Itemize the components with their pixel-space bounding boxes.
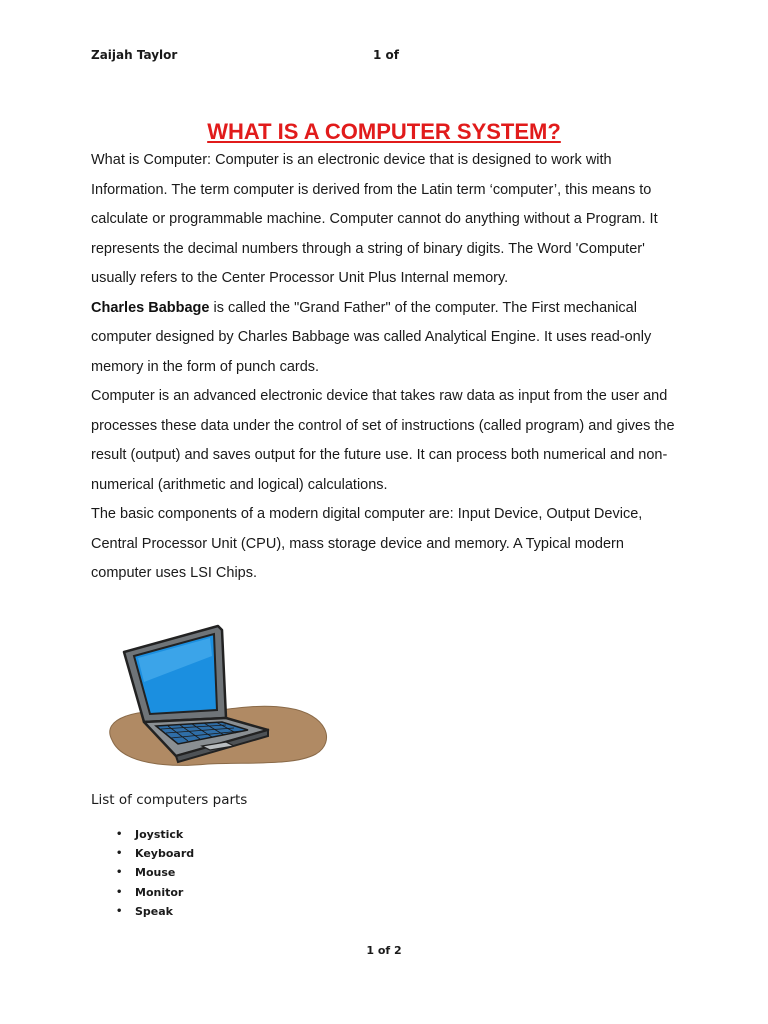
- list-item-label: Monitor: [135, 885, 184, 899]
- babbage-text: is called the "Grand Father" of the computer. The First mechanical computer designed by Charles Babbage was called Analytical Engine. It uses read-only memory in the form of punch cards.: [91, 299, 652, 375]
- header-author: Zaijah Taylor: [91, 48, 178, 62]
- header-page-number: 1 of: [373, 48, 399, 62]
- list-item-label: Mouse: [135, 866, 176, 880]
- list-item: [116, 902, 194, 921]
- list-item-label: Joystick: [135, 828, 184, 841]
- parts-list: [116, 825, 194, 921]
- bullet-icon: •: [116, 867, 123, 879]
- paragraph-advanced-device: Computer is an advanced electronic device that takes raw data as input from the user and processes these data under the control of set of instructions (called program) and gives the result (output) and saves output for the future use. It can process both numerical and non-numerical (arithmetic and logical) calculations.: [91, 388, 675, 493]
- document-title: WHAT IS A COMPUTER SYSTEM?: [207, 119, 561, 144]
- paragraph-babbage: [91, 294, 681, 383]
- list-item: [116, 863, 194, 882]
- list-item: [116, 883, 194, 902]
- document-body: [91, 146, 681, 589]
- bullet-icon: •: [116, 829, 123, 840]
- paragraph-definition: What is Computer: Computer is an electronic device that is designed to work with Information. The term computer is derived from the Latin term ‘computer’, this means to calculate or programmable machine. Computer cannot do anything without a Program. It represents the decimal numbers through a string of binary digits. The Word 'Computer' usually refers to the Center Processor Unit Plus Internal memory.: [91, 152, 658, 286]
- paragraph-components: The basic components of a modern digital computer are: Input Device, Output Device, Central Processor Unit (CPU), mass storage device and memory. A Typical modern computer uses LSI Chips.: [91, 506, 643, 581]
- bullet-icon: •: [116, 886, 123, 898]
- list-item: [116, 844, 194, 863]
- babbage-name: Charles Babbage: [91, 299, 210, 316]
- list-item: [116, 825, 194, 844]
- bullet-icon: •: [116, 905, 123, 917]
- list-heading: List of computers parts: [91, 792, 248, 808]
- bullet-icon: •: [116, 848, 123, 860]
- laptop-icon: [98, 622, 330, 772]
- footer-page-number: 1 of 2: [366, 944, 402, 957]
- list-item-label: Keyboard: [135, 847, 195, 861]
- list-item-label: Speak: [135, 904, 173, 918]
